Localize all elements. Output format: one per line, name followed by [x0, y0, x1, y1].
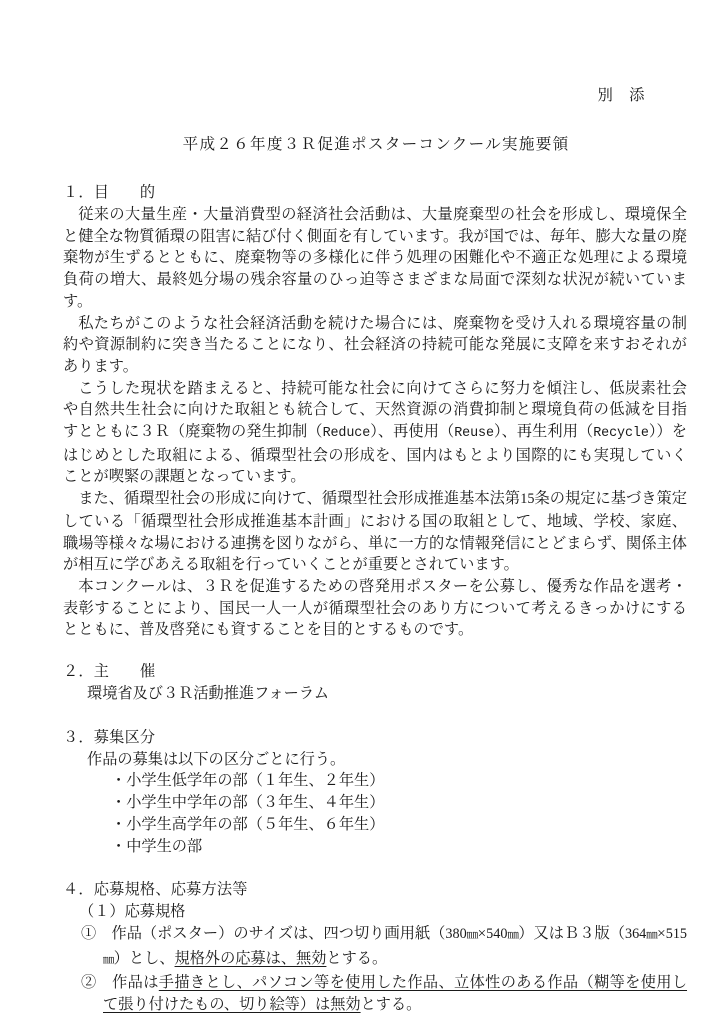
paragraph: 私たちがこのような社会経済活動を続けた場合には、廃棄物を受け入れる環境容量の制約や資源制約に突き当たることになり、社会経済の持続可能な発展に支障を来すおそれがあります。 — [63, 314, 687, 375]
paragraph: また、循環型社会の形成に向けて、循環型社会形成推進基本法第15条の規定に基づき策定している「循環型社会形成推進基本計画」における国の取組として、地域、学校、家庭、職場等様々な場における連携を図りながら、単に一方的な情報発信にとどまらず、関係主体が相互に学びあえる取組を行っていくことが重要とされています。 — [63, 490, 687, 574]
measurement-number: 380 — [445, 925, 467, 942]
list-item: ・小学生低学年の部（１年生、２年生） — [111, 772, 385, 790]
section-requirements — [55, 879, 687, 1016]
article-number: 15 — [520, 491, 535, 508]
section-requirements-subheading: （１）応募規格 — [79, 903, 186, 921]
section-purpose-heading: １．目 的 — [63, 184, 156, 201]
section-organizer — [55, 661, 687, 705]
unit-mm: ㎜ — [103, 954, 114, 967]
requirement-item: ② 作品は手描きとし、パソコン等を使用した作品、立体性のある作品（糊等を使用して張り付けたもの、切り絵等）は無効とする。 — [81, 974, 688, 1014]
latin-term: Recycle — [593, 426, 649, 442]
section-organizer-heading: ２．主 催 — [63, 663, 156, 681]
measurement-number: 540 — [486, 925, 508, 942]
attachment-label: 別 添 — [597, 87, 645, 104]
organizer-name: 環境省及び３Ｒ活動推進フォーラム — [87, 685, 330, 703]
categories-intro: 作品の募集は以下の区分ごとに行う。 — [87, 750, 346, 768]
paragraph: 従来の大量生産・大量消費型の経済社会活動は、大量廃棄型の社会を形成し、環境保全と健全な物質循環の阻害に結び付く側面を有しています。我が国では、毎年、膨大な量の廃棄物が生ずるとともに、廃棄物等の多様化に伴う処理の困難化や不適正な処理による環境負荷の増大、最終処分場の残余容量のひっ迫等さまざまな局面で深刻な状況が続いています。 — [63, 206, 687, 310]
item-marker: ① — [81, 924, 112, 942]
list-item: ・小学生高学年の部（５年生、６年生） — [111, 815, 385, 833]
section-categories-heading: ３．募集区分 — [63, 728, 156, 746]
paragraph: 本コンクールは、３Ｒを促進するための啓発用ポスターを公募し、優秀な作品を選考・表彰することにより、国民一人一人が循環型社会のあり方について考えるきっかけにするとともに、普及啓発にも資することを目的とするものです。 — [63, 577, 687, 639]
emphasis-underline: 規格外の応募は、無効 — [174, 949, 327, 967]
requirement-item: ① 作品（ポスター）のサイズは、四つ切り画用紙（380㎜×540㎜）又はＢ３版（364㎜×515 ㎜）とし、規格外の応募は、無効とする。 — [81, 924, 687, 967]
unit-mm: ㎜ — [507, 929, 519, 942]
section-requirements-heading: ４．応募規格、応募方法等 — [63, 881, 248, 899]
section-categories — [55, 727, 687, 858]
measurement-number: 364 — [624, 925, 647, 942]
paragraph: こうした現状を踏まえると、持続可能な社会に向けてさらに努力を傾注し、低炭素社会や自然共生社会に向けた取組とも統合して、天然資源の消費抑制と環境負荷の低減を目指すとともに３Ｒ（廃棄物の発生抑制（Reduce）、再使用（Reuse）、再生利用（Recycle））をはじめとした取組による、循環型社会の形成を、国内はもとより国際的にも実現していくことが喫緊の課題となっています。 — [63, 379, 688, 486]
item-marker: ② — [81, 974, 113, 992]
list-item: ・小学生中学年の部（３年生、４年生） — [111, 794, 385, 812]
page-title: 平成２６年度３Ｒ促進ポスターコンクール実施要領 — [182, 136, 570, 153]
section-purpose — [55, 182, 687, 641]
measurement-number: 515 — [665, 925, 687, 942]
unit-mm: ㎜ — [646, 929, 658, 942]
unit-mm: ㎜ — [466, 929, 478, 942]
latin-term: Reduce — [322, 426, 371, 442]
list-item: ・中学生の部 — [111, 837, 203, 855]
emphasis-underline: 手描きとし、パソコン等を使用した作品、立体性のある作品（糊等を使用して張り付けたもの、切り絵等）は無効 — [103, 974, 688, 1014]
latin-term: Reuse — [454, 426, 494, 442]
